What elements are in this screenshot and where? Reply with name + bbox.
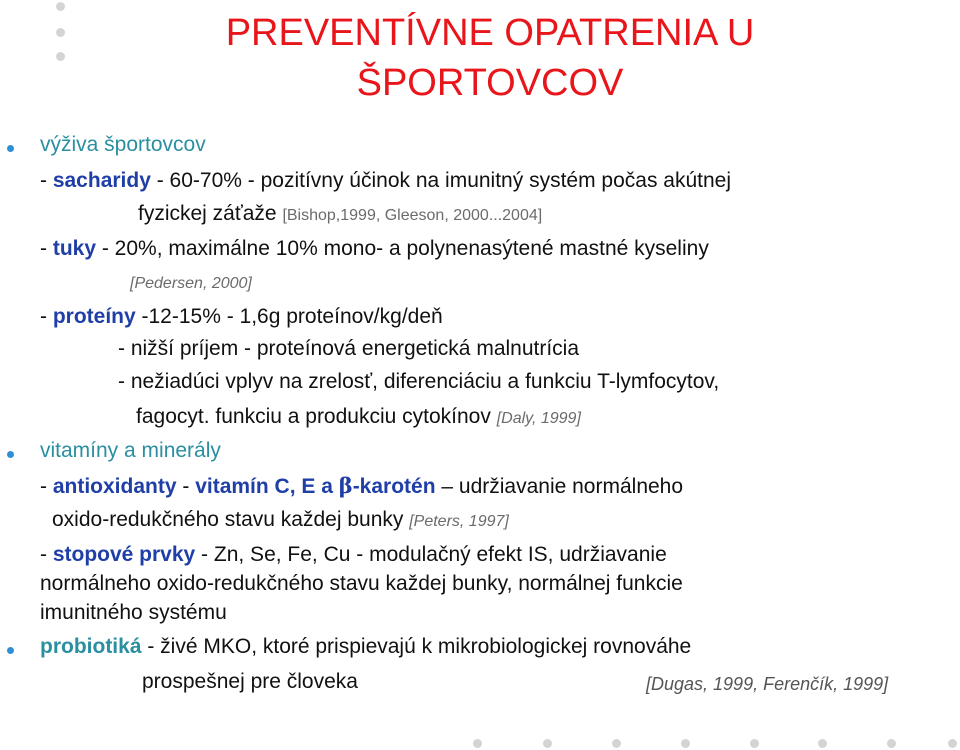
list-item-proteins-sub2: - nežiadúci vplyv na zrelosť, diferenciáciu a funkciu T-lymfocytov, <box>118 370 720 393</box>
keyword-antioxidants: antioxidanty <box>52 475 177 498</box>
section-heading-vitamins: vitamíny a minerály <box>40 439 221 462</box>
decor-dot <box>948 739 957 748</box>
page-title-line1: PREVENTÍVNE OPATRENIA U <box>225 12 755 54</box>
page-title <box>0 8 960 108</box>
decor-dot <box>543 739 552 748</box>
list-item-trace-cont2: imunitného systému <box>40 601 227 624</box>
section-heading-nutrition: výživa športovcov <box>40 133 206 156</box>
list-item-fats: - tuky - 20%, maximálne 10% mono- a polynenasýtené mastné kyseliny <box>40 237 709 260</box>
decor-dot <box>473 739 482 748</box>
keyword-karoten: -karotén <box>352 475 436 498</box>
decor-dot <box>750 739 759 748</box>
bullet-marker <box>7 451 14 458</box>
keyword-carbs: sacharidy <box>52 169 151 192</box>
reference-carbs: [Bishop,1999, Gleeson, 2000...2004] <box>282 207 543 224</box>
list-item-probiotics: probiotiká - živé MKO, ktoré prispievajú k mikrobiologickej rovnováhe <box>40 635 692 658</box>
decor-dot <box>818 739 827 748</box>
reference-antioxidants: [Peters, 1997] <box>409 513 509 530</box>
page-title-line2: ŠPORTOVCOV <box>356 62 624 104</box>
list-item-proteins-sub3: fagocyt. funkciu a produkciu cytokínov [Daly, 1999] <box>136 405 581 428</box>
bullet-marker <box>7 647 14 654</box>
list-item-probiotics-cont: prospešnej pre človeka <box>142 670 358 693</box>
list-item-antioxidants: - antioxidanty - vitamín C, E a β-karotén – udržiavanie normálneho <box>40 473 684 498</box>
keyword-vitamins: vitamín C, E a <box>195 475 339 498</box>
keyword-probiotics: probiotiká <box>40 635 142 658</box>
keyword-trace: stopové prvky <box>52 543 196 566</box>
list-item-trace: - stopové prvky - Zn, Se, Fe, Cu - modulačný efekt IS, udržiavanie <box>40 543 667 566</box>
keyword-beta: β <box>338 473 353 498</box>
list-item-antioxidants-cont: oxido-redukčného stavu každej bunky [Peters, 1997] <box>52 508 509 531</box>
reference-proteins: [Daly, 1999] <box>496 410 581 427</box>
decor-dot <box>612 739 621 748</box>
decor-dot <box>681 739 690 748</box>
bullet-marker <box>7 145 14 152</box>
list-item-proteins-sub1: - nižší príjem - proteínová energetická malnutrícia <box>118 337 580 360</box>
keyword-proteins: proteíny <box>52 305 136 328</box>
decor-dot <box>887 739 896 748</box>
reference-probiotics: [Dugas, 1999, Ferenčík, 1999] <box>646 674 889 694</box>
list-item-carbs-cont: fyzickej záťaže [Bishop,1999, Gleeson, 2000...2004] <box>138 202 543 225</box>
keyword-fats: tuky <box>52 237 97 260</box>
list-item-trace-cont1: normálneho oxido-redukčného stavu každej bunky, normálnej funkcie <box>40 572 683 595</box>
list-item-proteins: - proteíny -12-15% - 1,6g proteínov/kg/deň <box>40 305 443 328</box>
reference-fats: [Pedersen, 2000] <box>130 275 252 292</box>
list-item-carbs: - sacharidy - 60-70% - pozitívny účinok na imunitný systém počas akútnej <box>40 169 731 192</box>
